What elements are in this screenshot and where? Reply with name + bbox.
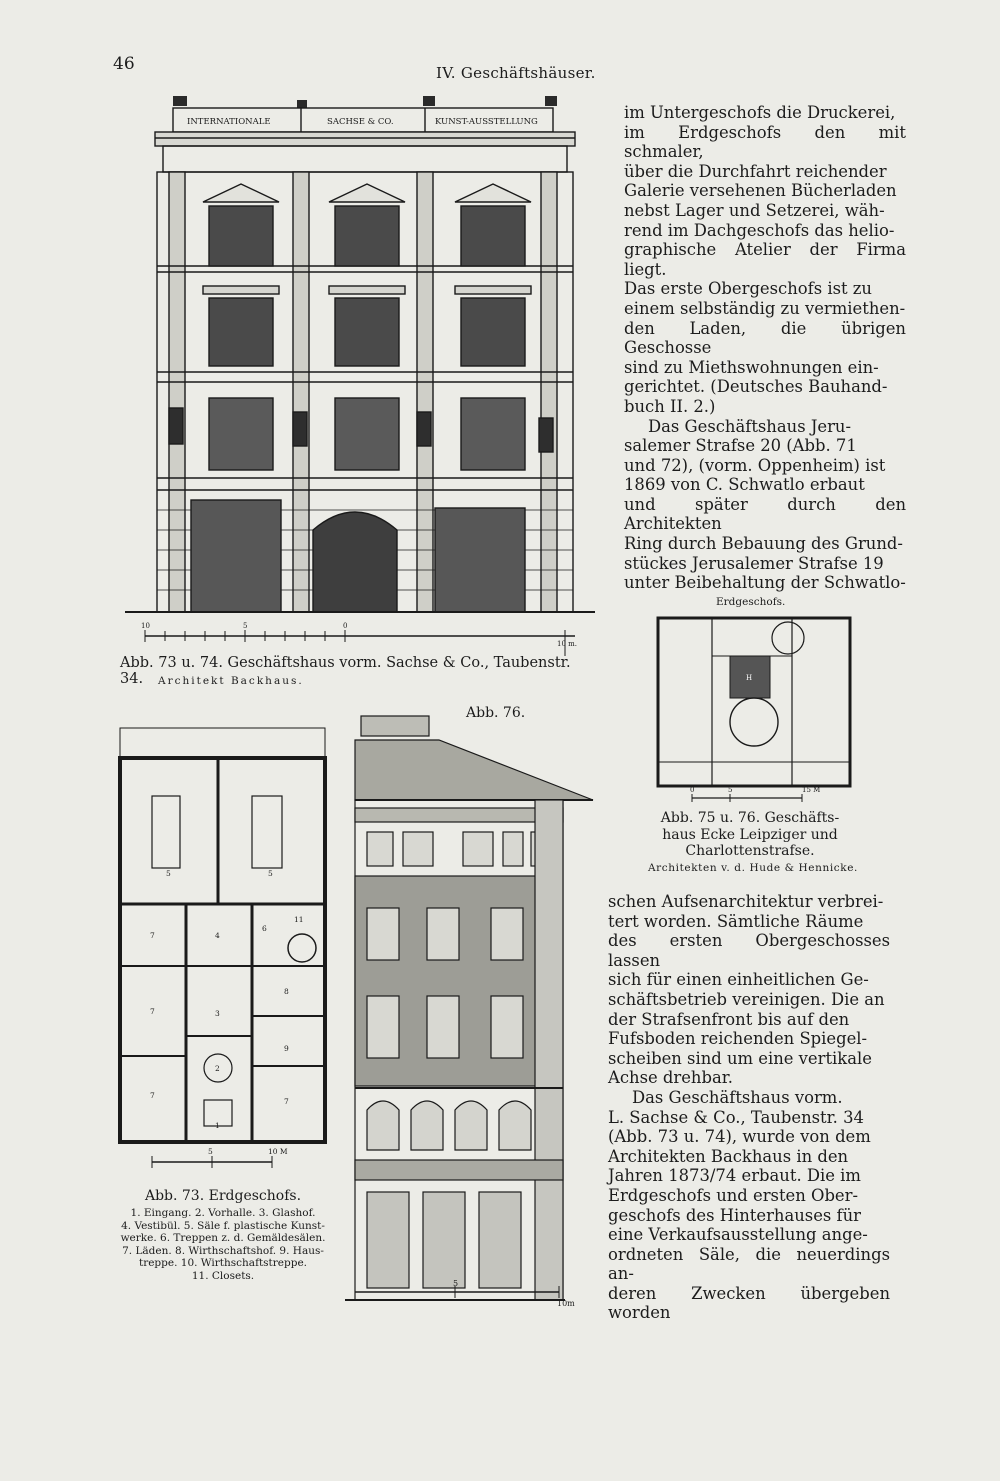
room-label-h: H <box>746 674 753 682</box>
text-line: und 72), (vorm. Oppenheim) ist <box>624 455 886 475</box>
sign-right-text: KUNST-AUSSTELLUNG <box>435 117 538 127</box>
figure-75-architects: Architekten v. d. Hude & Hennicke. <box>647 862 858 874</box>
text-line: scheiben sind um eine vertikale <box>608 1048 872 1068</box>
text-line: Architekten Backhaus in den <box>608 1146 849 1166</box>
figure-73-74-architect: Architekt Backhaus. <box>158 675 304 687</box>
text-line: den Laden, die übrigen Geschosse <box>624 318 906 358</box>
text-line: Das erste Obergeschofs ist zu <box>624 279 872 299</box>
scale-label-mid: 5 <box>243 622 248 630</box>
figure-75-floor-plan <box>652 612 860 808</box>
text-line: (Abb. 73 u. 74), wurde von dem <box>608 1127 871 1147</box>
text-line: der Strafsenfront bis auf den <box>608 1009 850 1029</box>
text-line: gerichtet. (Deutsches Bauhand- <box>624 377 888 397</box>
figure-73-74-caption: Abb. 73 u. 74. Geschäftshaus vorm. Sachse & Co., Taubenstr. 34. <box>120 655 571 687</box>
text-line: sind zu Miethswohnungen ein- <box>624 357 879 377</box>
scale-label-end: 10m <box>557 1299 575 1308</box>
scale-label-end: 10 M <box>268 1147 288 1156</box>
caption-line: haus Ecke Leipziger und <box>662 826 838 843</box>
figure-73-title: Abb. 73. Erdgeschofs. <box>144 1188 302 1204</box>
room-label-7b: 7 <box>150 1007 155 1016</box>
text-line: stückes Jerusalemer Strafse 19 <box>624 553 884 573</box>
room-label-8: 8 <box>284 987 289 996</box>
text-line: graphische Atelier der Firma liegt. <box>624 240 906 279</box>
figure-73-legend <box>106 1207 340 1283</box>
text-line: sich für einen einheitlichen Ge- <box>608 970 869 990</box>
text-line: 1869 von C. Schwatlo erbaut <box>624 475 865 495</box>
scale-label-mid: 5 <box>728 786 733 794</box>
text-line: über die Durchfahrt reichender <box>624 161 887 181</box>
sign-middle-text: SACHSE & CO. <box>327 117 394 127</box>
room-label-3: 3 <box>215 1009 220 1018</box>
text-line: einem selbständig zu vermiethen- <box>624 298 906 318</box>
room-label-6: 6 <box>262 924 267 933</box>
legend-line: 7. Läden. 8. Wirthschaftshof. 9. Haus- <box>122 1244 324 1257</box>
legend-line: 4. Vestibül. 5. Säle f. plastische Kunst- <box>121 1219 325 1232</box>
text-line: rend im Dachgeschofs das helio- <box>624 220 895 240</box>
text-line: L. Sachse & Co., Taubenstr. 34 <box>608 1107 864 1127</box>
scale-label-mid: 5 <box>453 1279 459 1288</box>
text-line: schäftsbetrieb vereinigen. Die an <box>608 989 885 1009</box>
text-line: Jahren 1873/74 erbaut. Die im <box>608 1166 861 1186</box>
room-label-2: 2 <box>215 1064 220 1073</box>
text-line: und später durch den Architekten <box>624 494 906 534</box>
text-line: salemer Strafse 20 (Abb. 71 <box>624 436 857 456</box>
text-line: im Erdgeschofs den mit schmaler, <box>624 122 906 162</box>
text-line: Das Geschäftshaus vorm. <box>632 1087 843 1107</box>
text-line: Erdgeschofs und ersten Ober- <box>608 1185 859 1205</box>
text-line: des ersten Obergeschosses lassen <box>608 931 890 970</box>
room-label-5b: 5 <box>268 869 273 878</box>
corner-facade-figure <box>345 700 595 1315</box>
text-line: Galerie versehenen Bücherladen <box>624 181 897 201</box>
scale-label-end: 15 M <box>802 786 821 794</box>
caption-line: Abb. 75 u. 76. Geschäfts- <box>660 810 840 826</box>
room-label-5a: 5 <box>166 869 171 878</box>
figure-75-caption <box>640 810 860 860</box>
text-line: ordneten Säle, die neuerdings an- <box>608 1244 890 1284</box>
text-line: Fufsboden reichenden Spiegel- <box>608 1029 868 1049</box>
text-line: Das Geschäftshaus Jeru- <box>648 416 852 436</box>
room-label-7d: 7 <box>284 1097 289 1106</box>
scale-label-start: 0 <box>690 786 695 794</box>
room-label-4: 4 <box>215 931 220 940</box>
legend-line: werke. 6. Treppen z. d. Gemäldesälen. <box>120 1232 326 1245</box>
text-line: buch II. 2.) <box>624 396 716 416</box>
legend-line: 1. Eingang. 2. Vorhalle. 3. Glashof. <box>130 1207 316 1219</box>
text-line: Ring durch Bebauung des Grund- <box>624 534 903 554</box>
room-label-1: 1 <box>215 1121 220 1130</box>
text-line: im Untergeschofs die Druckerei, <box>624 103 896 122</box>
sign-left-text: INTERNATIONALE <box>187 117 271 127</box>
floor-plan-figure <box>112 726 332 1176</box>
text-line: nebst Lager und Setzerei, wäh- <box>624 200 885 220</box>
text-line: geschofs des Hinterhauses für <box>608 1205 861 1225</box>
scale-label-mid: 5 <box>208 1147 213 1156</box>
scale-label-end: 10 m. <box>557 640 577 648</box>
figure-75-heading: Erdgeschofs. <box>716 596 786 608</box>
text-line: Achse drehbar. <box>608 1068 733 1088</box>
room-label-11: 11 <box>294 915 304 924</box>
text-line: eine Verkaufsausstellung ange- <box>608 1225 868 1245</box>
scale-label-zero: 0 <box>343 622 348 630</box>
facade-elevation-figure <box>125 90 595 675</box>
article-text-lower <box>608 892 890 1323</box>
legend-line: 11. Closets. <box>191 1269 255 1282</box>
running-title: IV. Geschäftshäuser. <box>436 64 596 82</box>
figure-76-label: Abb. 76. <box>466 705 526 721</box>
caption-line: Charlottenstrafse. <box>685 843 815 859</box>
page-number: 46 <box>113 54 135 74</box>
scale-label-start: 10 <box>141 622 150 630</box>
text-line: tert worden. Sämtliche Räume <box>608 911 864 931</box>
text-line: deren Zwecken übergeben worden <box>608 1283 890 1323</box>
legend-line: treppe. 10. Wirthschaftstreppe. <box>138 1257 308 1270</box>
text-line: schen Aufsenarchitektur verbrei- <box>608 892 884 911</box>
room-label-7c: 7 <box>150 1091 155 1100</box>
text-line: unter Beibehaltung der Schwatlo- <box>624 573 906 593</box>
room-label-9: 9 <box>284 1044 289 1053</box>
article-text-upper <box>624 103 906 593</box>
room-label-7a: 7 <box>150 931 155 940</box>
